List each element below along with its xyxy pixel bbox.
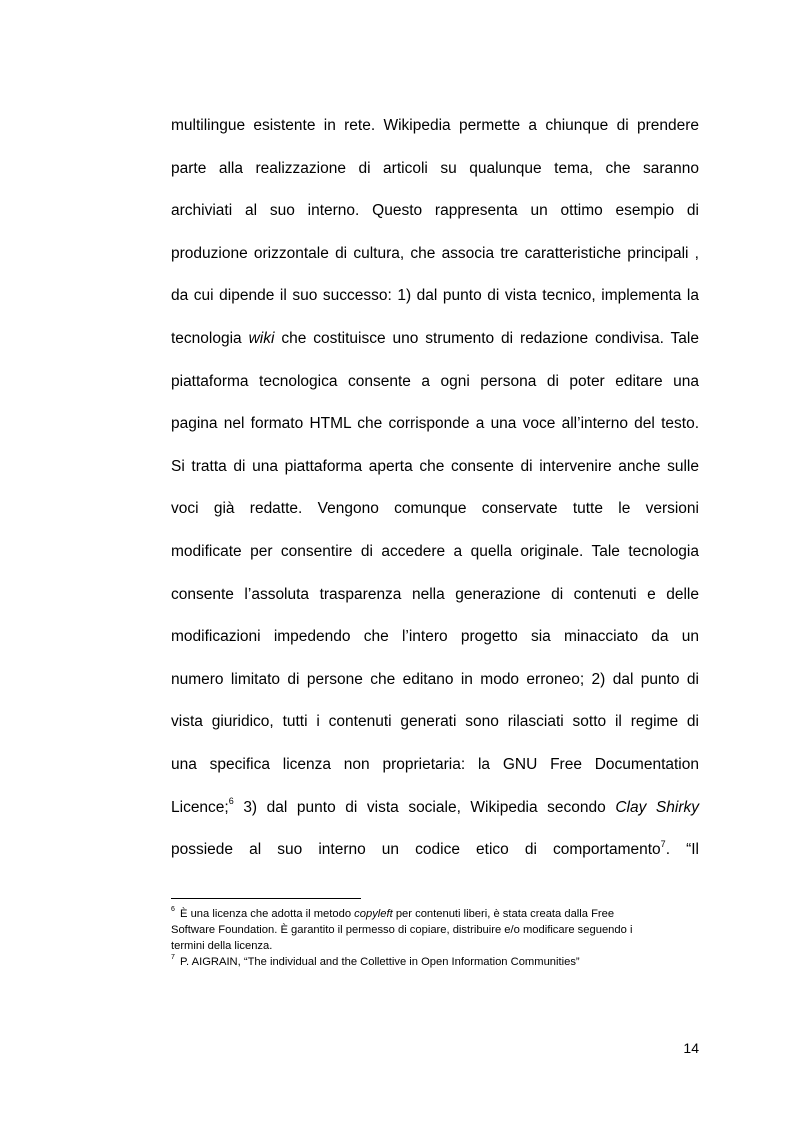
text-run: Licence; xyxy=(171,798,229,816)
footnotes xyxy=(171,906,701,970)
text-run: da cui dipende il suo successo: 1) dal punto di vista tecnico, implementa la xyxy=(171,287,699,305)
text-run: multilingue esistente in rete. Wikipedia permette a chiunque di prendere xyxy=(171,117,699,134)
text-run: 3) dal punto di vista sociale, Wikipedia secondo xyxy=(233,798,616,816)
body-line xyxy=(171,744,699,787)
body-line xyxy=(171,701,699,744)
footnote-number: 7 xyxy=(171,954,175,962)
footnote-number: 6 xyxy=(171,906,175,914)
text-run: consente l’assoluta trasparenza nella generazione di contenuti e delle xyxy=(171,585,699,603)
body-text xyxy=(171,105,699,872)
text-run: modificazioni impedendo che l’intero progetto sia minacciato da un xyxy=(171,628,699,646)
text-run: piattaforma tecnologica consente a ogni persona di poter editare una xyxy=(171,372,699,390)
italic-text: Clay Shirky xyxy=(615,798,699,816)
text-run: voci già redatte. Vengono comunque conservate tutte le versioni xyxy=(171,500,699,518)
text-run: . “Il xyxy=(665,841,699,859)
body-line xyxy=(171,318,699,361)
body-line xyxy=(171,403,699,446)
text-run: tecnologia xyxy=(171,329,249,347)
body-line xyxy=(171,659,699,702)
footnote-line xyxy=(171,906,701,922)
body-line xyxy=(171,105,699,148)
text-run: parte alla realizzazione di articoli su qualunque tema, che saranno xyxy=(171,159,699,177)
body-line xyxy=(171,446,699,489)
text-run: numero limitato di persone che editano in modo erroneo; 2) dal punto di xyxy=(171,670,699,688)
text-run: Si tratta di una piattaforma aperta che consente di intervenire anche sulle xyxy=(171,457,699,475)
footnote-separator xyxy=(171,898,361,899)
text-run: vista giuridico, tutti i contenuti generati sono rilasciati sotto il regime di xyxy=(171,713,699,731)
italic-text: wiki xyxy=(248,329,275,347)
text-run: produzione orizzontale di cultura, che associa tre caratteristiche principali , xyxy=(171,244,699,262)
body-line xyxy=(171,148,699,191)
footnote-ref: 7 xyxy=(660,838,666,849)
text-run: È una licenza che adotta il metodo xyxy=(176,908,355,920)
text-run: possiede al suo interno un codice etico di comportamento xyxy=(171,841,661,859)
text-run: termini della licenza. xyxy=(171,940,273,952)
text-run: pagina nel formato HTML che corrisponde a una voce all’interno del testo. xyxy=(171,415,699,433)
text-run: archiviati al suo interno. Questo rappresenta un ottimo esempio di xyxy=(171,202,699,220)
text-run: modificate per consentire di accedere a quella originale. Tale tecnologia xyxy=(171,542,699,560)
footnote-line xyxy=(171,954,701,970)
page-number: 14 xyxy=(683,1040,699,1056)
body-line xyxy=(171,488,699,531)
text-run: per contenuti liberi, è stata creata dalla Free xyxy=(392,908,615,920)
text-run: P. AIGRAIN, “The individual and the Collettive in Open Information Communities” xyxy=(176,956,580,968)
footnote-line xyxy=(171,922,701,938)
body-line xyxy=(171,829,699,872)
body-line xyxy=(171,361,699,404)
text-run: che costituisce uno strumento di redazione condivisa. Tale xyxy=(274,329,699,347)
body-line xyxy=(171,275,699,318)
body-line xyxy=(171,574,699,617)
body-line xyxy=(171,190,699,233)
text-run: Software Foundation. È garantito il permesso di copiare, distribuire e/o modificare seguendo i xyxy=(171,924,633,936)
italic-text: copyleft xyxy=(354,908,393,920)
text-run: una specifica licenza non proprietaria: la GNU Free Documentation xyxy=(171,755,699,773)
body-line xyxy=(171,233,699,276)
footnote-line xyxy=(171,938,701,954)
footnote-ref: 6 xyxy=(228,796,234,807)
body-line xyxy=(171,787,699,830)
body-line xyxy=(171,616,699,659)
body-line xyxy=(171,531,699,574)
